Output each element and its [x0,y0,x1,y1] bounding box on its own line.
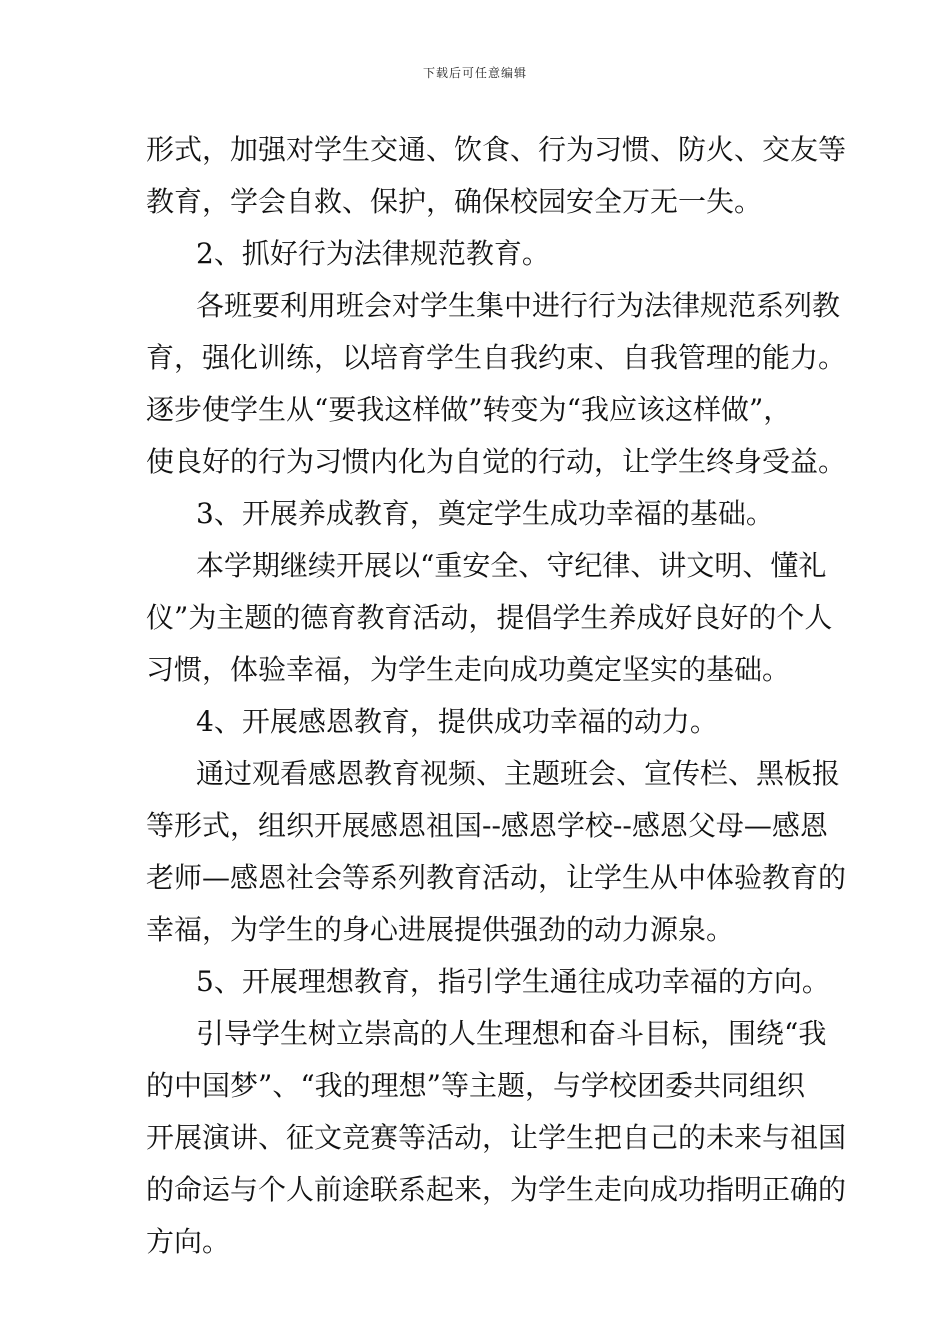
text-line: 幸福，为学生的身心进展提供强劲的动力源泉。 [146,913,735,946]
paragraph-start: 通过观看感恩教育视频、主题班会、宣传栏、黑板报 [196,757,841,790]
text-line: 老师—感恩社会等系列教育活动，让学生从中体验教育的 [146,861,847,894]
paragraph-start: 引导学生树立崇高的人生理想和奋斗目标，围绕“我 [196,1017,827,1050]
text-line: 逐步使学生从“要我这样做”转变为“我应该这样做”， [146,393,792,426]
text-line: 的中国梦”、“我的理想”等主题，与学校团委共同组织 [146,1069,805,1102]
text-line: 使良好的行为习惯内化为自觉的行动，让学生终身受益。 [146,445,847,478]
text-line: 方向。 [146,1225,231,1258]
paragraph-start: 各班要利用班会对学生集中进行行为法律规范系列教 [196,289,841,322]
page-header: 下载后可任意编辑 [422,66,527,80]
text-line: 等形式，组织开展感恩祖国--感恩学校--感恩父母—感恩 [146,809,828,842]
paragraph-start: 本学期继续开展以“重安全、守纪律、讲文明、懂礼 [196,549,827,582]
text-line: 形式，加强对学生交通、饮食、行为习惯、防火、交友等 [146,133,847,166]
section-heading: 4、开展感恩教育，提供成功幸福的动力。 [196,705,718,738]
text-line: 开展演讲、征文竞赛等活动，让学生把自己的未来与祖国 [146,1121,847,1154]
text-line: 教育，学会自救、保护，确保校园安全万无一失。 [146,185,763,218]
section-heading: 2、抓好行为法律规范教育。 [196,237,550,270]
text-line: 习惯，体验幸福，为学生走向成功奠定坚实的基础。 [146,653,791,686]
section-heading: 3、开展养成教育，奠定学生成功幸福的基础。 [196,497,774,530]
text-line: 的命运与个人前途联系起来，为学生走向成功指明正确的 [146,1173,847,1206]
document-body [146,124,847,1268]
section-heading: 5、开展理想教育，指引学生通往成功幸福的方向。 [196,965,830,998]
text-line: 育，强化训练，以培育学生自我约束、自我管理的能力。 [146,341,847,374]
text-line: 仪”为主题的德育教育活动，提倡学生养成好良好的个人 [146,601,833,634]
